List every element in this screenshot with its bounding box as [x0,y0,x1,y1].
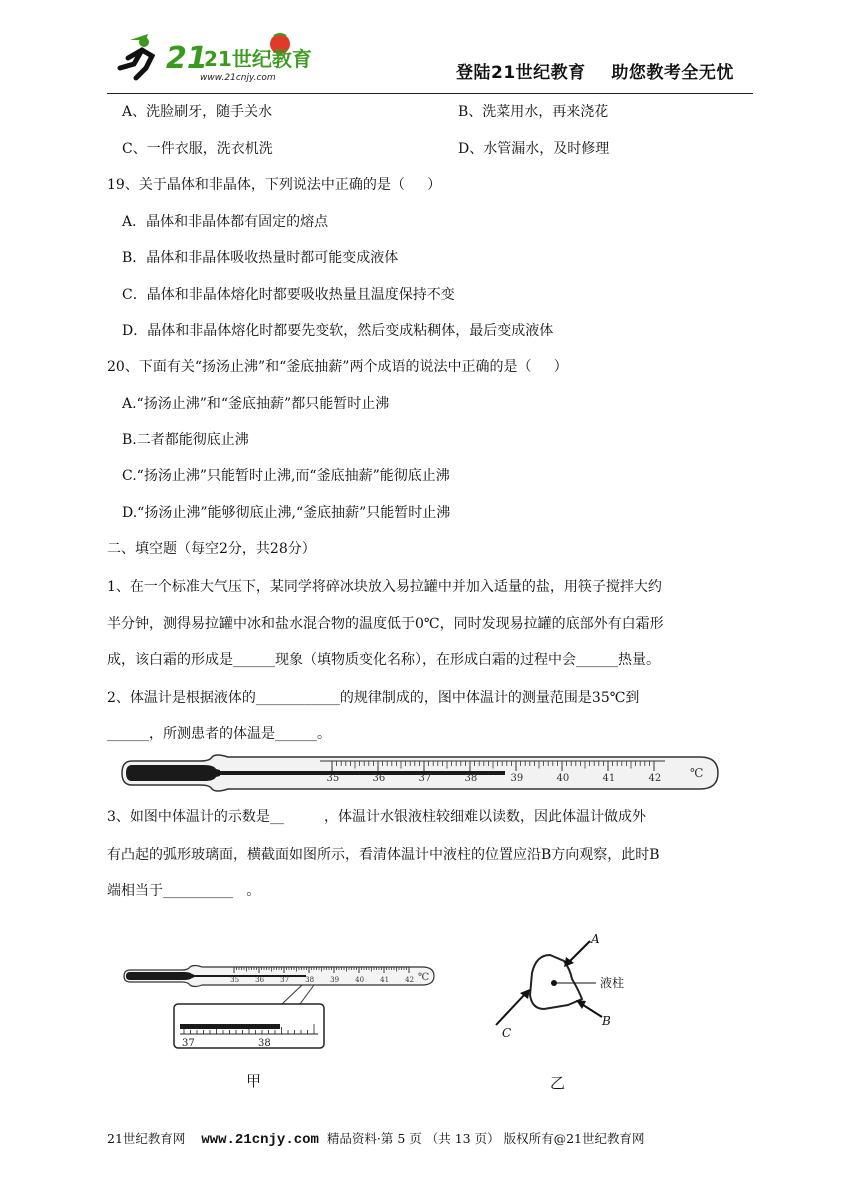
jia-tick-label: 35 [230,976,240,984]
jia-tick-label: 42 [405,976,415,984]
caption-yi: 乙 [550,1074,566,1092]
footer-page-info: 精品资料·第 5 页 （共 13 页） 版权所有@21世纪教育网 [326,1131,645,1146]
liquid-column-dot [551,980,557,986]
slogan-part2: 助您教考全无忧 [611,63,734,83]
thermo1-unit: ℃ [690,766,704,780]
q20-option-a: A.“扬汤止沸”和“釜底抽薪”都只能暂时止沸 [122,396,390,412]
header-slogan [456,58,734,83]
jia-tick-label: 38 [305,976,315,984]
fill1-line2: 半分钟，测得易拉罐中冰和盐水混合物的温度低于0℃，同时发现易拉罐的底部外有白霜形 [107,616,664,632]
site-logo [112,28,312,86]
thermo1-tick-label: 42 [648,773,662,784]
fill3-line2: 有凸起的弧形玻璃面，横截面如图所示，看清体温计中液柱的位置应沿B方向观察，此时B [107,847,660,863]
q20-option-c: C.“扬汤止沸”只能暂时止沸,而“釜底抽薪”能彻底止沸 [122,468,450,484]
jia-tick-label: 40 [355,976,365,984]
jia-tick-label: 41 [380,976,390,984]
figure-jia [122,958,444,1050]
jia-tick-label: 36 [255,976,265,984]
thermo1-tick-label: 37 [418,773,432,784]
fill3-line3: 端相当于__________ 。 [107,883,261,899]
q19-stem: 19、关于晶体和非晶体，下列说法中正确的是（ ） [107,177,442,193]
q19-option-a: A．晶体和非晶体都有固定的熔点 [122,214,329,230]
slogan-part1: 登陆21世纪教育 [456,63,586,83]
logo-text: 21世纪教育 [204,47,312,71]
label-c: C [502,1026,512,1040]
q19-option-c: C．晶体和非晶体熔化时都要吸收热量且温度保持不变 [122,287,455,303]
thermo1-tick-label: 39 [510,773,524,784]
thermo1-tick-label: 38 [464,773,478,784]
thermo1-tick-label: 41 [602,773,616,784]
label-b: B [602,1014,611,1028]
thermo1-tick-label: 35 [326,773,340,784]
zoom-label-right: 38 [258,1038,271,1049]
fill1-line3: 成，该白霜的形成是______现象（填物质变化名称），在形成白霜的过程中会______热量。 [107,652,660,668]
footer [107,1129,644,1148]
fill2-line1: 2、体温计是根据液体的____________的规律制成的，图中体温计的测量范围是35℃到 [107,690,640,706]
thermometer-figure [120,753,720,793]
label-liquid: 液柱 [600,976,625,990]
footer-site: 21世纪教育网 [107,1131,186,1146]
q18-option-a: A、洗脸刷牙，随手关水 [122,104,273,120]
q19-option-d: D．晶体和非晶体熔化时都要先变软，然后变成粘稠体，最后变成液体 [122,323,554,339]
q18-option-b: B、洗菜用水，再来浇花 [458,104,609,120]
q18-option-d: D、水管漏水，及时修理 [458,141,610,157]
section-title: 二、填空题（每空2分，共28分） [107,541,316,557]
fill3-line1: 3、如图中体温计的示数是__ ，体温计水银液柱较细难以读数，因此体温计做成外 [107,809,646,825]
zoom-label-left: 37 [182,1038,195,1049]
caption-jia: 甲 [246,1072,262,1090]
jia-tick-label: 37 [280,976,290,984]
q18-option-c: C、一件衣服，洗衣机洗 [122,141,273,157]
thermo1-tick-label: 40 [556,773,570,784]
footer-url[interactable]: www.21cnjy.com [201,1132,319,1148]
header-divider [107,93,753,94]
jia-unit: ℃ [418,972,430,983]
figure-yi [488,925,648,1040]
jia-tick-label: 39 [330,976,340,984]
q20-option-d: D.“扬汤止沸”能够彻底止沸,“釜底抽薪”只能暂时止沸 [122,505,451,521]
thermo1-tick-label: 36 [372,773,386,784]
fill2-line2: ______，所测患者的体温是______。 [107,726,331,742]
q20-stem: 20、下面有关“扬汤止沸”和“釜底抽薪”两个成语的说法中正确的是（ ） [107,359,568,375]
q19-option-b: B．晶体和非晶体吸收热量时都可能变成液体 [122,250,399,266]
svg-text:21: 21 [166,41,208,76]
runner-icon [120,34,152,78]
logo-url: www.21cnjy.com [200,73,276,83]
label-a: A [591,932,600,946]
fill1-line1: 1、在一个标准大气压下，某同学将碎冰块放入易拉罐中并加入适量的盐，用筷子搅拌大约 [107,579,662,595]
q20-option-b: B.二者都能彻底止沸 [122,432,249,448]
